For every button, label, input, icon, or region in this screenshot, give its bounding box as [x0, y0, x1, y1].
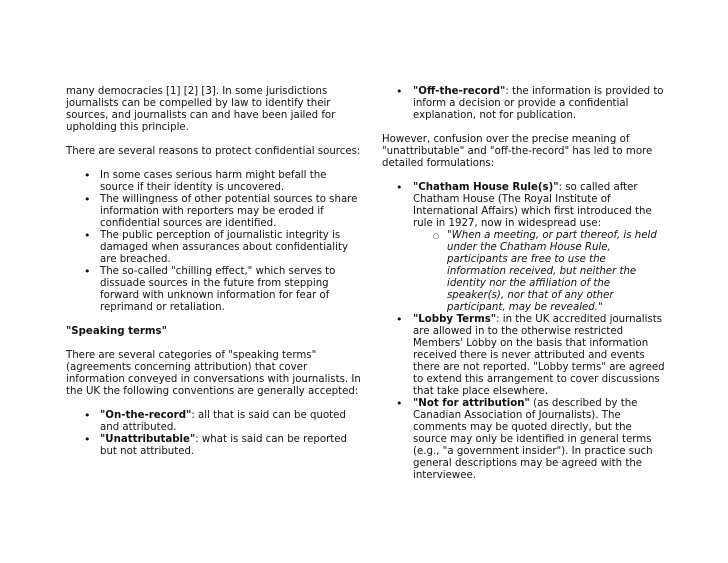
term-name: "Off-the-record"	[413, 86, 506, 97]
confusion-paragraph: However, confusion over the precise meaning of "unattributable" and "off-the-record" has led to more detailed formulations:	[382, 134, 653, 169]
reasons-list	[66, 170, 362, 314]
formulations-list	[382, 182, 668, 482]
intro-paragraph: many democracies [1] [2] [3]. In some jurisdictions journalists can be compelled by law to identify their sources, and journalists can and have been jailed for upholding this principle.	[66, 86, 336, 133]
term-name: "Unattributable"	[100, 434, 196, 445]
term-description: : all that is said can be quoted and attributed.	[100, 410, 346, 433]
list-item	[66, 434, 362, 458]
speaking-intro: There are several categories of "speaking terms" (agreements concerning attribution) that cover information conveyed in conversations with journalists. In the UK the following conventions are generally accepted:	[66, 350, 361, 397]
speaking-terms-list-continued	[382, 86, 668, 122]
term-description: : so called after Chatham House (The Royal Institute of International Affairs) which first introduced the rule in 1927, now in widespread use:	[413, 182, 652, 229]
term-name: "Chatham House Rule(s)"	[413, 182, 559, 193]
term-name: "On-the-record"	[100, 410, 192, 421]
term-description: : in the UK accredited journalists are allowed in to the otherwise restricted Members' Lobby on the basis that information received there is never attributed and events there are not reported. "Lobby terms" are agreed to extend this arrangement to cover discussions that take place elsewhere.	[413, 314, 665, 397]
term-description: : the information is provided to inform a decision or provide a confidential explanation, not for publication.	[413, 86, 664, 121]
chatham-quote: ○ "When a meeting, or part thereof, is held under the Chatham House Rule, participants are free to use the information received, but neither the identity nor the affiliation of the speaker(s), nor that of any other participant, may be revealed."	[413, 230, 668, 314]
term-description: : what is said can be reported but not attributed.	[100, 434, 348, 457]
term-description: (as described by the Canadian Association of Journalists). The comments may be quoted directly, but the source may only be identified in general terms (e.g., "a government insider"). In practice such general descriptions may be agreed with the interviewee.	[413, 398, 653, 481]
term-name: "Lobby Terms"	[413, 314, 497, 325]
list-item	[382, 86, 668, 122]
list-item	[382, 314, 668, 398]
list-item: • The public perception of journalistic integrity is damaged when assurances about confidentiality are breached.	[66, 230, 362, 266]
list-item	[382, 182, 668, 314]
list-item	[382, 398, 668, 482]
list-item: • The willingness of other potential sources to share information with reporters may be eroded if confidential sources are identified.	[66, 194, 362, 230]
reasons-intro: There are several reasons to protect confidential sources:	[66, 146, 361, 157]
list-item	[66, 410, 362, 434]
left-column	[66, 86, 362, 458]
chatham-quote-list	[413, 230, 668, 314]
speaking-terms-list	[66, 410, 362, 458]
section-heading: "Speaking terms"	[66, 326, 167, 337]
list-item: • The so-called "chilling effect," which serves to dissuade sources in the future from stepping forward with unknown information for fear of reprimand or retaliation.	[66, 266, 362, 314]
right-column	[382, 86, 668, 482]
list-item: • In some cases serious harm might befall the source if their identity is uncovered.	[66, 170, 362, 194]
term-name: "Not for attribution"	[413, 398, 530, 409]
